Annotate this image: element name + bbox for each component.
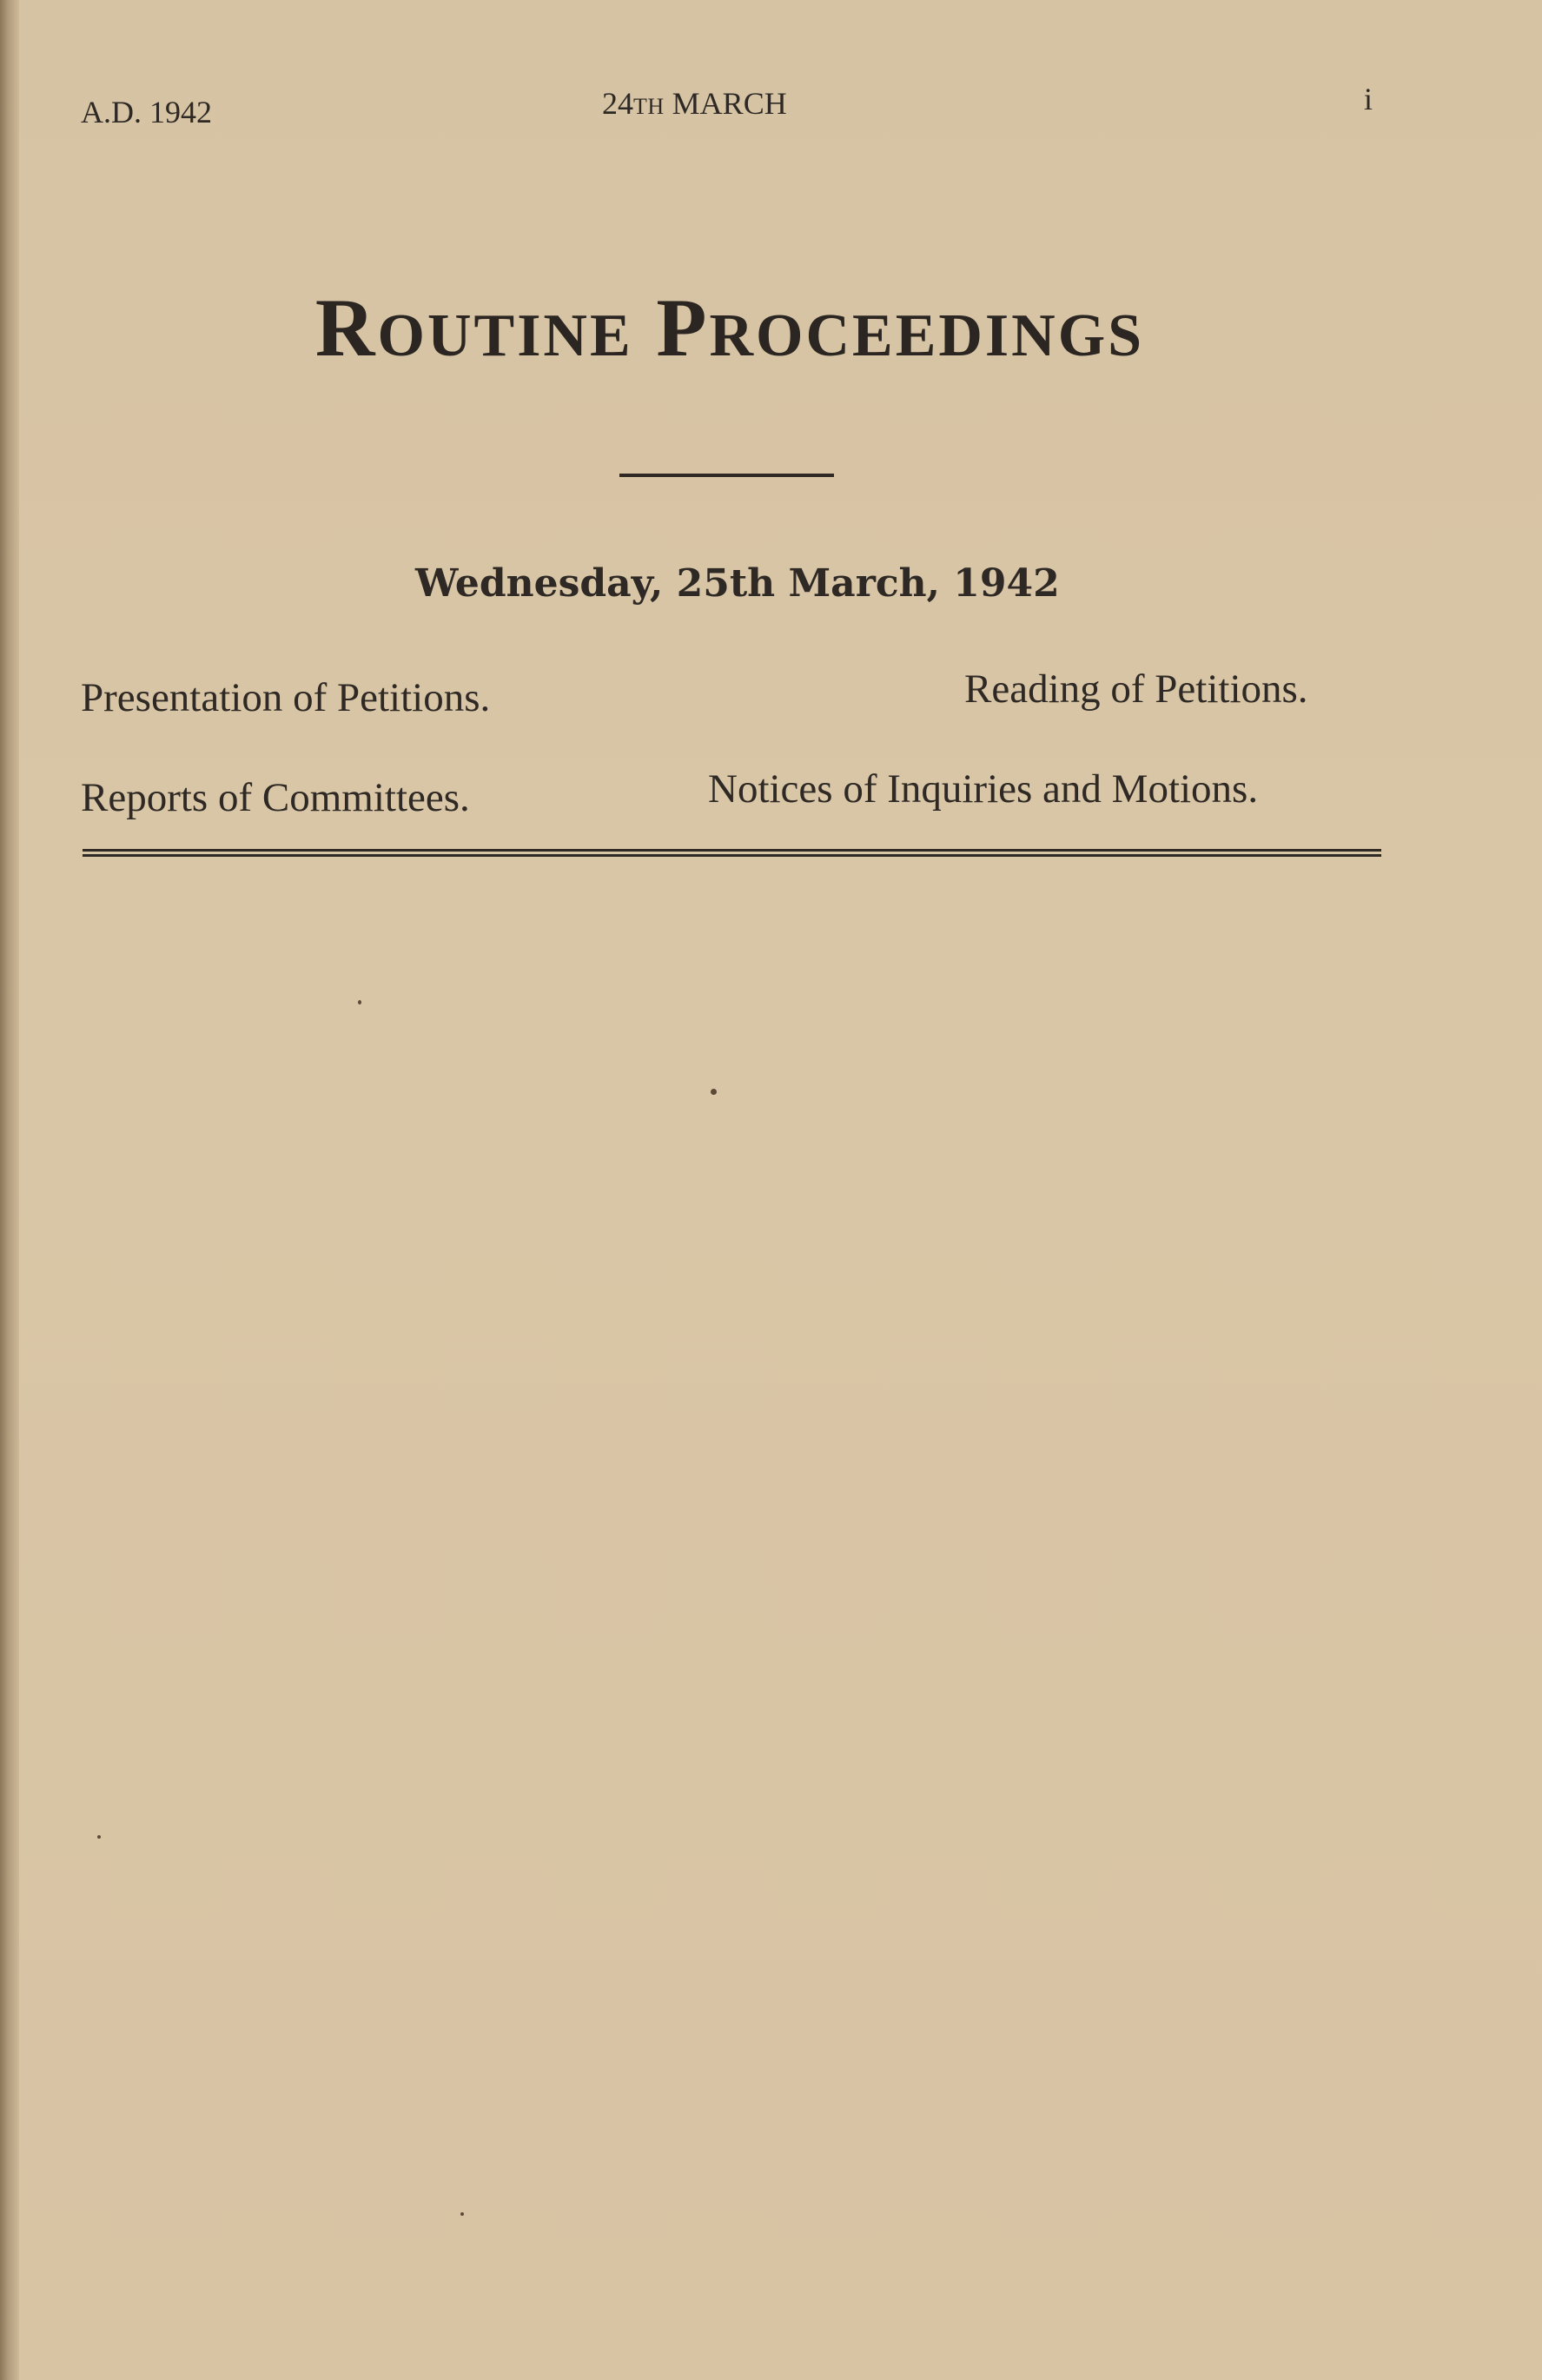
item-presentation-of-petitions: Presentation of Petitions. (81, 675, 491, 720)
item-notices-of-inquiries-and-motions: Notices of Inquiries and Motions. (708, 766, 1259, 812)
title-word2-rest: ROCEEDINGS (709, 302, 1145, 369)
sitting-date: Wednesday, 25th March, 1942 (415, 561, 1060, 606)
section-double-rule (83, 849, 1381, 857)
header-date-suffix: TH (633, 94, 665, 119)
title-divider (619, 474, 834, 477)
paper-speck (97, 1835, 101, 1839)
item-reports-of-committees: Reports of Committees. (81, 775, 470, 820)
paper-speck (460, 2212, 464, 2216)
item-reading-of-petitions: Reading of Petitions. (964, 666, 1308, 712)
header-page-number: i (1364, 82, 1373, 116)
title-word1-initial: R (314, 282, 378, 374)
title-word1-rest: OUTINE (377, 302, 633, 369)
paper-speck (711, 1089, 717, 1095)
page-title (0, 282, 1459, 374)
header-year: A.D. 1942 (81, 95, 212, 129)
paper-speck (358, 1000, 361, 1004)
header-date (602, 88, 787, 119)
title-word2-initial: P (656, 282, 710, 374)
header-date-month: MARCH (672, 86, 787, 121)
header-date-number: 24 (602, 86, 633, 121)
